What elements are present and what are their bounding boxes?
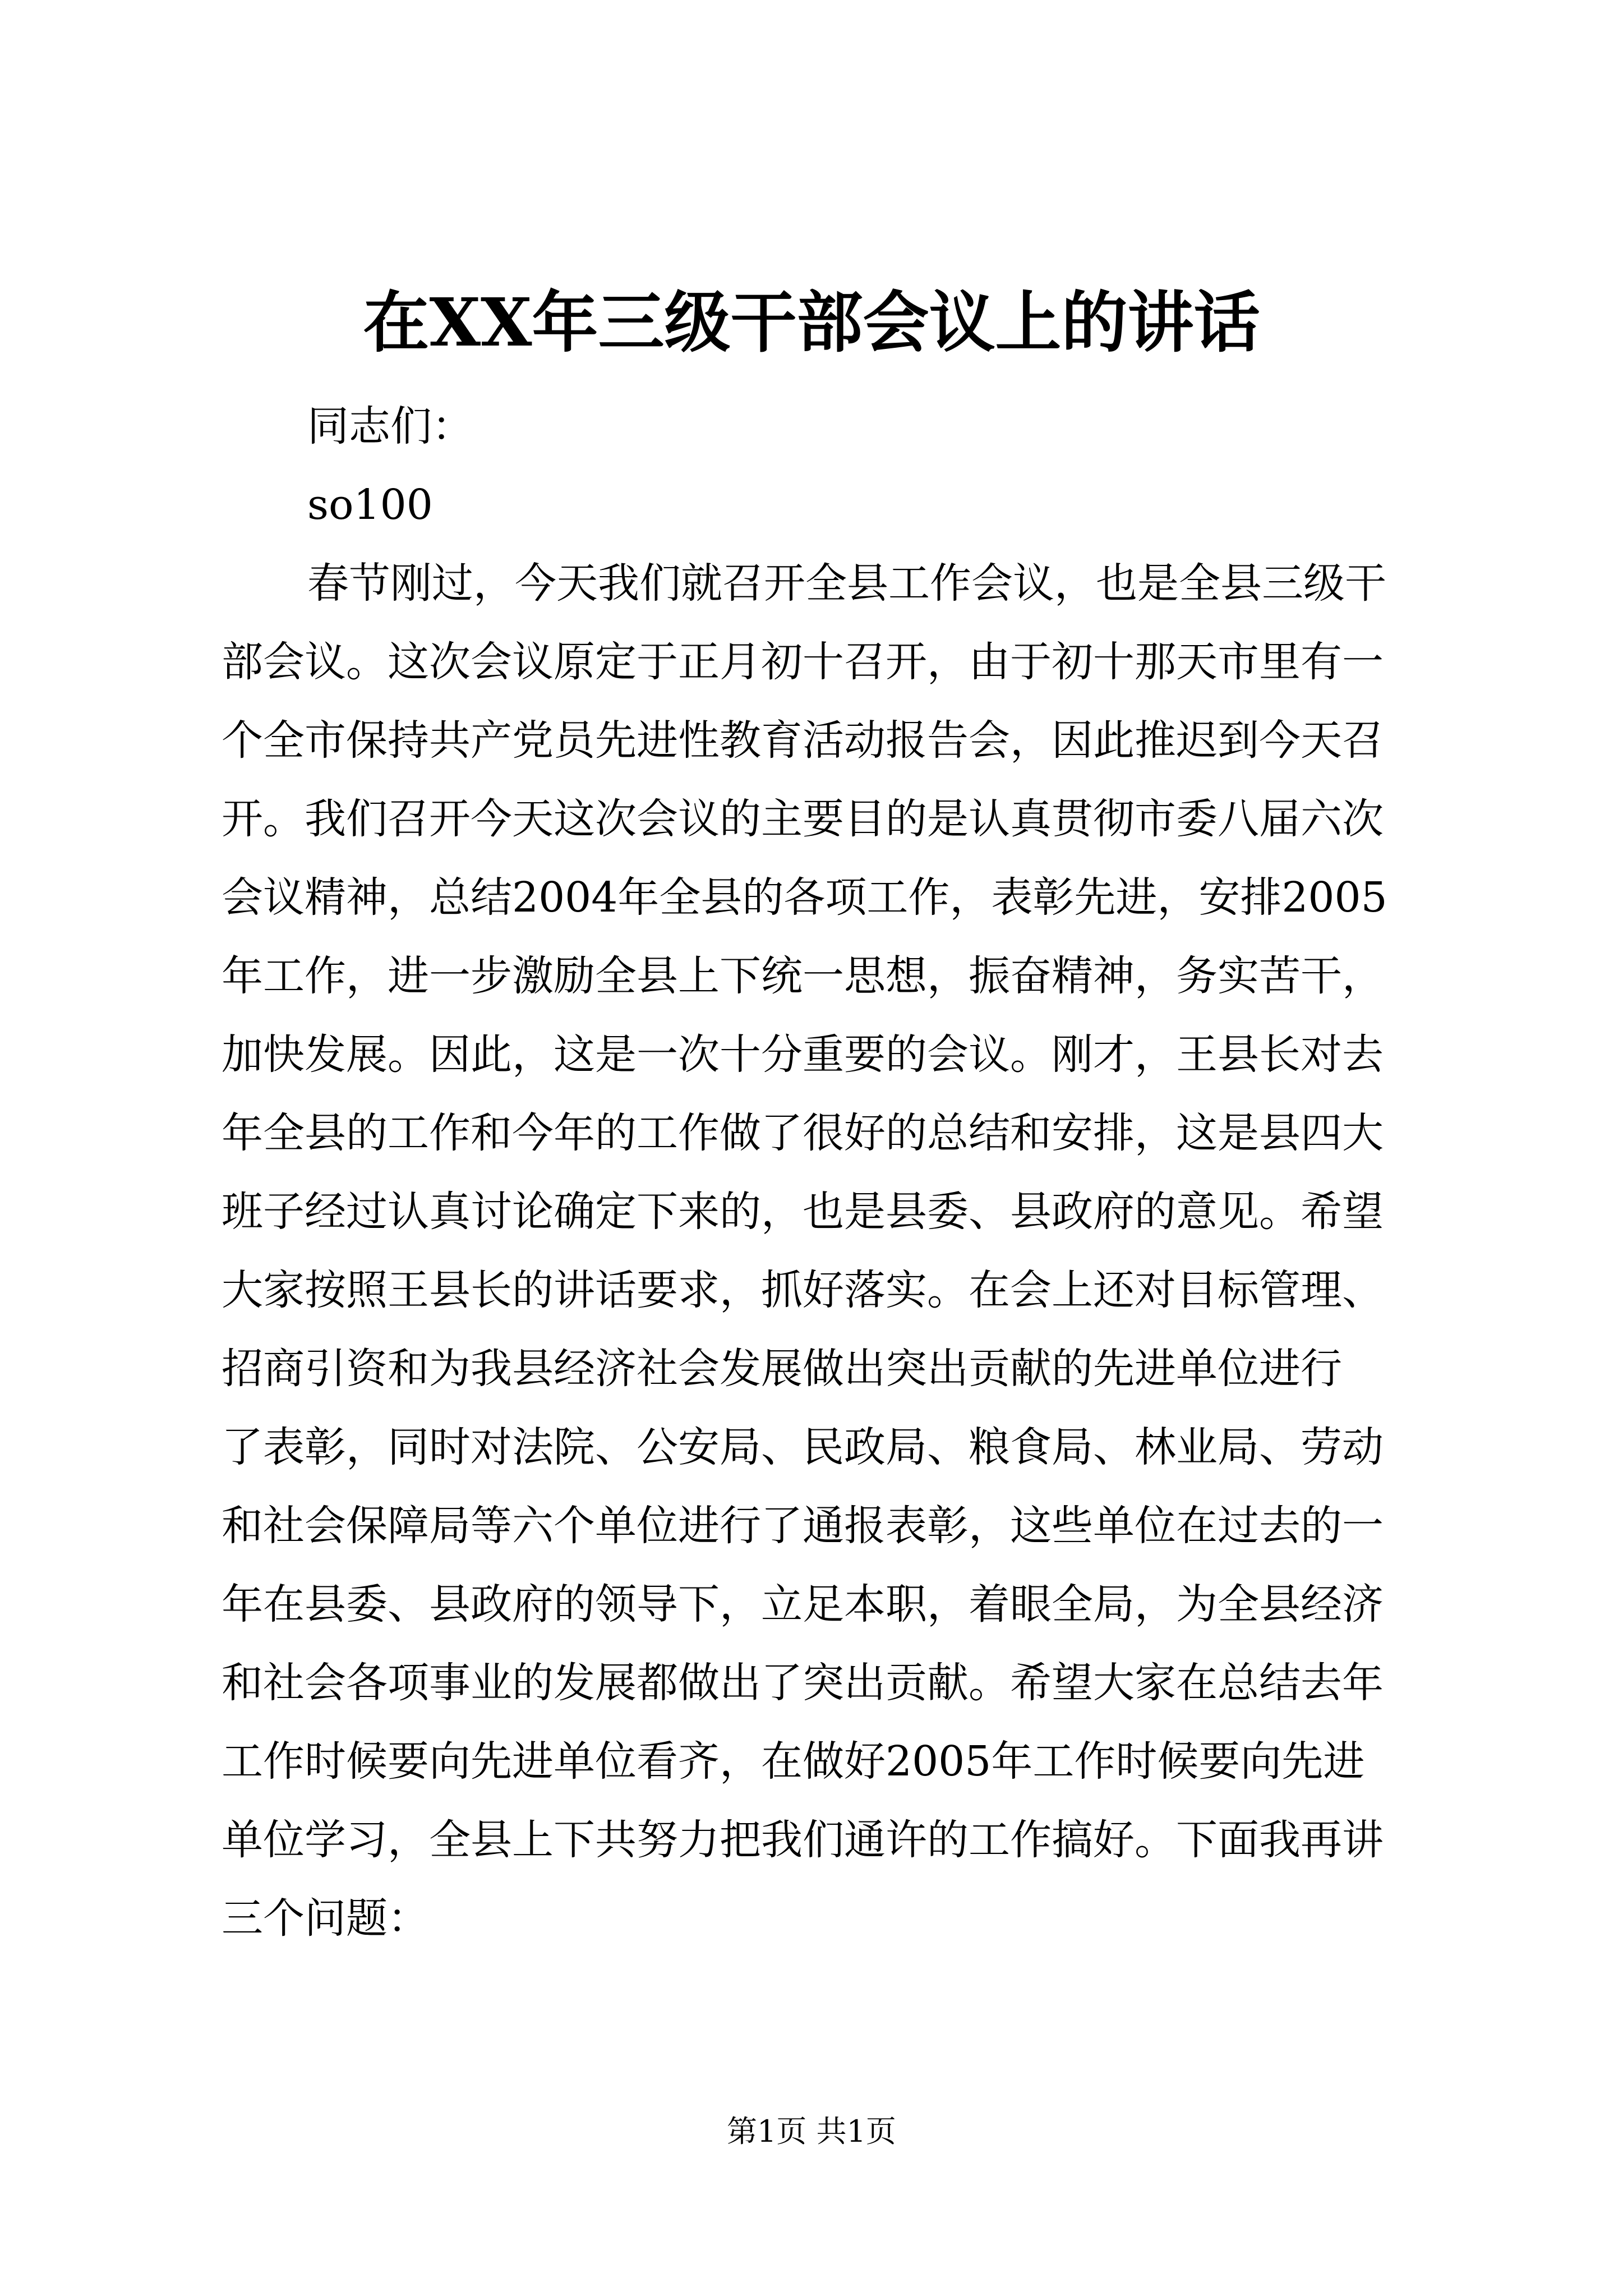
paragraph-line: 开。我们召开今天这次会议的主要目的是认真贯彻市委八届六次 [222,795,1384,843]
paragraph-line: 会议精神，总结2004年全县的各项工作，表彰先进，安排2005 [222,873,1387,922]
paragraph-line: 部会议。这次会议原定于正月初十召开，由于初十那天市里有一 [222,638,1384,686]
paragraph-line: 班子经过认真讨论确定下来的，也是县委、县政府的意见。希望 [222,1188,1384,1236]
greeting: 同志们： [307,402,473,450]
paragraph-line: 加快发展。因此，这是一次十分重要的会议。刚才，王县长对去 [222,1030,1384,1079]
paragraph-line: 春节刚过，今天我们就召开全县工作会议，也是全县三级干 [307,559,1386,608]
paragraph-line: 三个问题： [222,1894,429,1943]
paragraph-line: 工作时候要向先进单位看齐，在做好2005年工作时候要向先进 [222,1737,1365,1786]
paragraph-line: 单位学习，全县上下共努力把我们通许的工作搞好。下面我再讲 [222,1816,1384,1864]
document-title: 在XX年三级干部会议上的讲话 [363,283,1260,361]
paragraph-line: 了表彰，同时对法院、公安局、民政局、粮食局、林业局、劳动 [222,1423,1384,1471]
ref-code: so100 [307,481,433,529]
paragraph-line: 个全市保持共产党员先进性教育活动报告会，因此推迟到今天召 [222,716,1384,765]
paragraph-line: 和社会保障局等六个单位进行了通报表彰，这些单位在过去的一 [222,1502,1384,1550]
paragraph-line: 年全县的工作和今年的工作做了很好的总结和安排，这是县四大 [222,1109,1384,1157]
page-footer: 第1页 共1页 [727,2114,896,2149]
paragraph-line: 年工作，进一步激励全县上下统一思想，振奋精神，务实苦干， [222,952,1384,1000]
paragraph-line: 年在县委、县政府的领导下，立足本职，着眼全局，为全县经济 [222,1580,1384,1628]
paragraph-line: 招商引资和为我县经济社会发展做出突出贡献的先进单位进行 [222,1345,1342,1393]
paragraph-line: 和社会各项事业的发展都做出了突出贡献。希望大家在总结去年 [222,1659,1384,1707]
paragraph-line: 大家按照王县长的讲话要求，抓好落实。在会上还对目标管理、 [222,1266,1384,1314]
